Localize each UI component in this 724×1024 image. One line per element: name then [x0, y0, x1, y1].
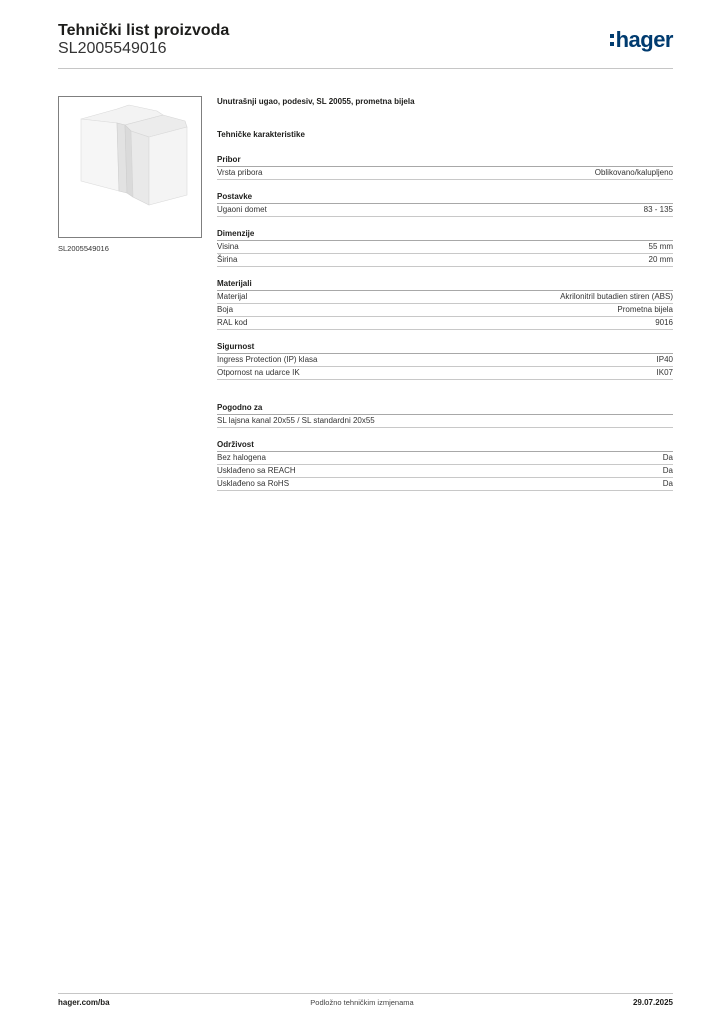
section-title: Sigurnost — [217, 342, 255, 351]
spec-row — [217, 291, 673, 304]
spec-row — [217, 354, 673, 367]
footer-divider — [58, 993, 673, 994]
section-title: Pribor — [217, 155, 241, 164]
product-title: Unutrašnji ugao, podesiv, SL 20055, prometna bijela — [217, 97, 415, 106]
spec-label: Visina — [217, 242, 239, 251]
spec-value: Da — [662, 453, 673, 462]
section-pogodno-za — [217, 402, 673, 428]
spec-label: Ugaoni domet — [217, 205, 267, 214]
spec-label: Usklađeno sa REACH — [217, 466, 296, 475]
spec-label: Usklađeno sa RoHS — [217, 479, 290, 488]
spec-label: Materijal — [217, 292, 248, 301]
image-caption: SL2005549016 — [58, 244, 109, 253]
spec-label: Širina — [217, 255, 238, 264]
section-title: Održivost — [217, 440, 254, 449]
section-title: Materijali — [217, 279, 252, 288]
spec-label: Bez halogena — [217, 453, 266, 462]
spec-label: RAL kod — [217, 318, 248, 327]
section-pribor — [217, 154, 673, 180]
spec-value: Da — [662, 466, 673, 475]
logo-text: hager — [615, 27, 673, 52]
spec-row — [217, 478, 673, 491]
header-divider — [58, 68, 673, 69]
spec-row — [217, 415, 673, 428]
spec-row — [217, 241, 673, 254]
spec-row — [217, 304, 673, 317]
spec-value: 83 - 135 — [643, 205, 673, 214]
product-code: SL2005549016 — [58, 40, 167, 57]
technical-characteristics-heading: Tehničke karakteristike — [217, 130, 305, 139]
section-postavke — [217, 191, 673, 217]
product-corner-piece-illustration — [59, 97, 201, 237]
spec-value: Oblikovano/kalupljeno — [594, 168, 673, 177]
spec-label: SL lajsna kanal 20x55 / SL standardni 20x55 — [217, 416, 375, 425]
spec-value: Da — [662, 479, 673, 488]
spec-row — [217, 452, 673, 465]
logo-dots-icon — [610, 34, 614, 46]
spec-label: Vrsta pribora — [217, 168, 263, 177]
spec-row — [217, 204, 673, 217]
spec-value: IK07 — [656, 368, 673, 377]
section-materijali — [217, 278, 673, 330]
footer-date: 29.07.2025 — [632, 998, 673, 1007]
product-image — [58, 96, 202, 238]
spec-label: Otpornost na udarce IK — [217, 368, 300, 377]
spec-value: Prometna bijela — [617, 305, 673, 314]
spec-row — [217, 167, 673, 180]
spec-value: 20 mm — [648, 255, 673, 264]
spec-value: Akrilonitril butadien stiren (ABS) — [560, 292, 673, 301]
spec-value: 55 mm — [648, 242, 673, 251]
spec-row — [217, 465, 673, 478]
spec-value: IP40 — [656, 355, 673, 364]
hager-logo — [610, 28, 673, 52]
section-sigurnost — [217, 341, 673, 380]
footer-website: hager.com/ba — [58, 998, 110, 1007]
section-odrzivost — [217, 439, 673, 491]
section-title: Pogodno za — [217, 403, 263, 412]
section-title: Dimenzije — [217, 229, 255, 238]
spec-label: Ingress Protection (IP) klasa — [217, 355, 318, 364]
product-details — [217, 96, 673, 502]
section-dimenzije — [217, 228, 673, 267]
spec-row — [217, 254, 673, 267]
document-header — [58, 22, 673, 68]
spec-label: Boja — [217, 305, 234, 314]
spec-row — [217, 367, 673, 380]
document-title: Tehnički list proizvoda — [58, 22, 230, 39]
spec-value: 9016 — [655, 318, 673, 327]
spec-row — [217, 317, 673, 330]
footer-note: Podložno tehničkim izmjenama — [310, 998, 414, 1007]
section-title: Postavke — [217, 192, 253, 201]
